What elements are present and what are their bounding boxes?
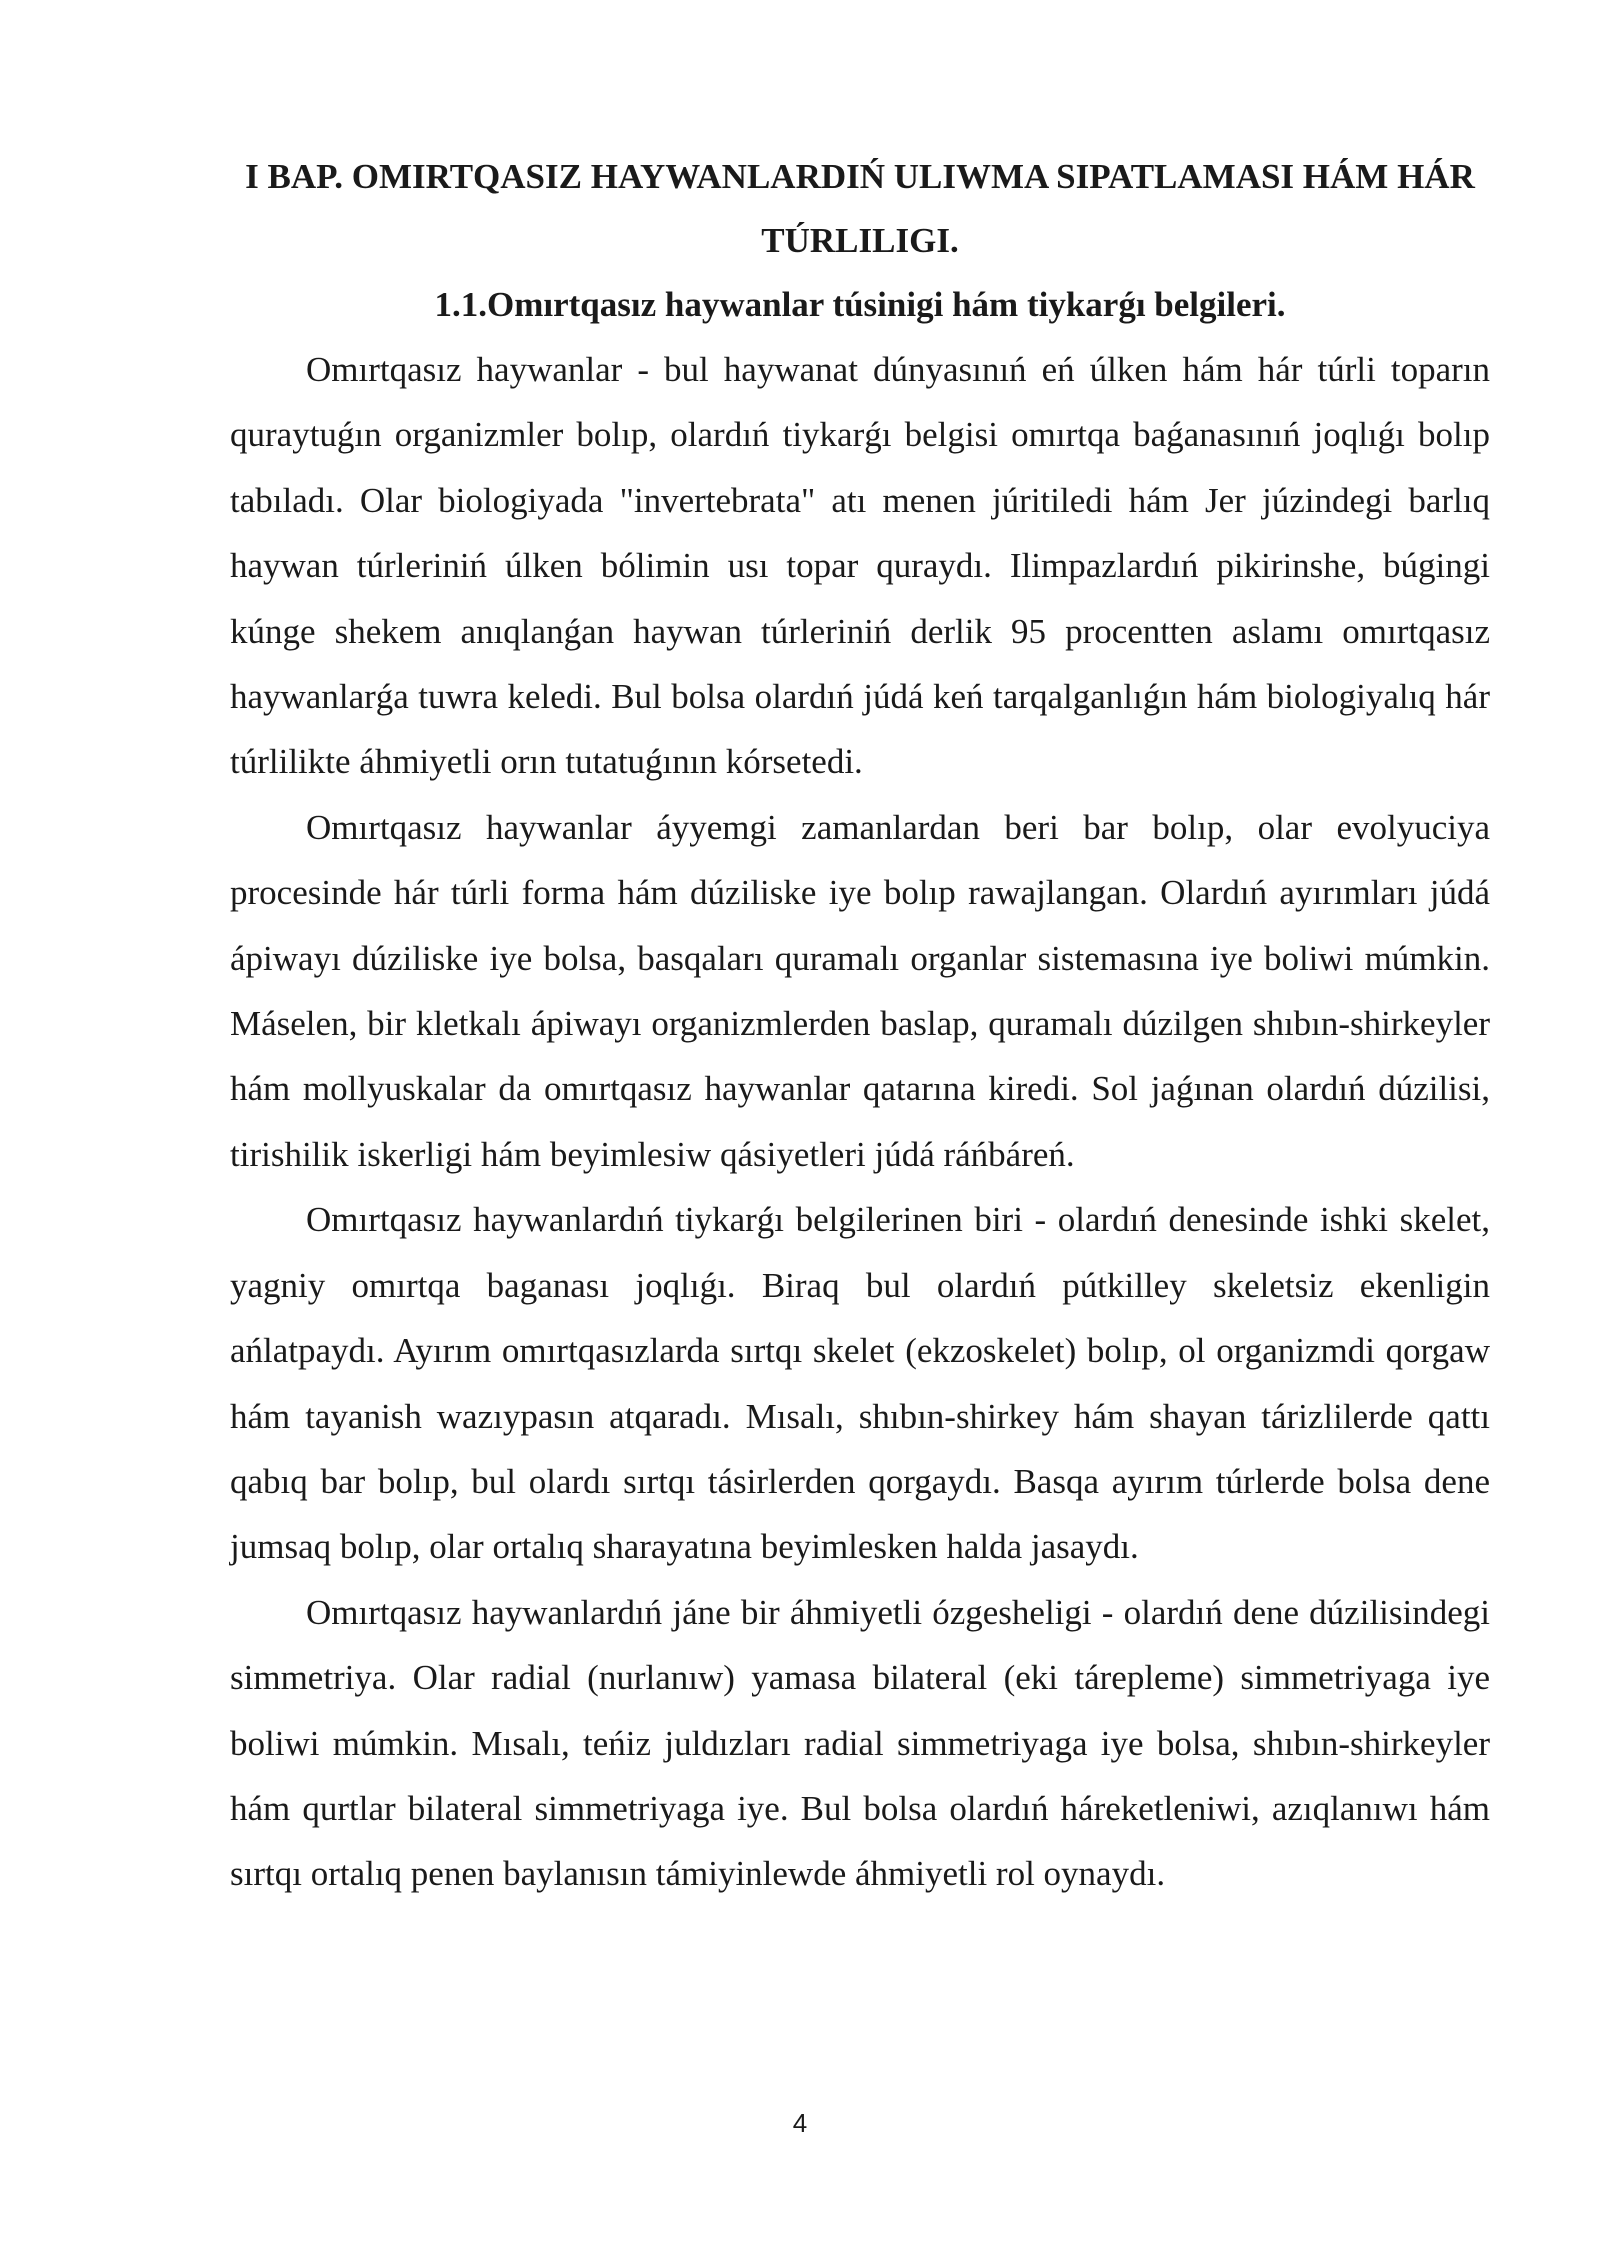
- paragraph-4: Omırtqasız haywanlardıń jáne bir áhmiyetli ózgesheligi - olardıń dene dúzilisindegi simmetriya. Olar radial (nurlanıw) yamasa bilateral (eki tárepleme) simmetriyaga iye boliwi múmkin. Mısalı, teńiz juldızları radial simmetriyaga iye bolsa, shıbın-shirkeyler hám qurtlar bilateral simmetriyaga iye. Bul bolsa olardıń háreketleniwi, azıqlanıwı hám sırtqı ortalıq penen baylanısın támiyinlewde áhmiyetli rol oynaydı.: [230, 1592, 1490, 1894]
- document-page: [230, 145, 1490, 1907]
- paragraph-3: Omırtqasız haywanlardıń tiykarǵı belgilerinen biri - olardıń denesinde ishki skelet, yagniy omırtqa baganası joqlıǵı. Biraq bul olardıń pútkilley skeletsiz ekenligin ańlatpaydı. Ayırım omırtqasızlarda sırtqı skelet (ekzoskelet) bolıp, ol organizmdi qorgaw hám tayanish wazıypasın atqaradı. Mısalı, shıbın-shirkey hám shayan tárizlilerde qattı qabıq bar bolıp, bul olardı sırtqı tásirlerden qorgaydı. Basqa ayırım túrlerde bolsa dene jumsaq bolıp, olar ortalıq sharayatına beyimlesken halda jasaydı.: [230, 1200, 1490, 1567]
- paragraph-2: Omırtqasız haywanlar áyyemgi zamanlardan beri bar bolıp, olar evolyuciya procesinde hár túrli forma hám dúziliske iye bolıp rawajlangan. Olardıń ayırımları júdá ápiwayı dúziliske iye bolsa, basqaları quramalı organlar sistemasına iye boliwi múmkin. Máselen, bir kletkalı ápiwayı organizmlerden baslap, quramalı dúzilgen shıbın-shirkeyler hám mollyuskalar da omırtqasız haywanlar qatarına kiredi. Sol jaǵınan olardıń dúzilisi, tirishilik iskerligi hám beyimlesiw qásiyetleri júdá ráńbáreń.: [230, 807, 1490, 1174]
- page-number: 4: [792, 2108, 808, 2138]
- section-title: 1.1.Omırtqasız haywanlar túsinigi hám tiykarǵı belgileri.: [434, 285, 1286, 324]
- paragraph-1: Omırtqasız haywanlar - bul haywanat dúnyasınıń eń úlken hám hár túrli toparın quraytuǵın organizmler bolıp, olardıń tiykarǵı belgisi omırtqa baǵanasınıń joqlıǵı bolıp tabıladı. Olar biologiyada "invertebrata" atı menen júritiledi hám Jer júzindegi barlıq haywan túrleriniń úlken bólimin usı topar quraydı. Ilimpazlardıń pikirinshe, búgingi kúnge shekem anıqlanǵan haywan túrleriniń derlik 95 procentten aslamı omırtqasız haywanlarǵa tuwra keledi. Bul bolsa olardıń júdá keń tarqalganlıǵın hám biologiyalıq hár túrlilikte áhmiyetli orın tutatuǵının kórsetedi.: [230, 350, 1490, 782]
- chapter-title: I BAP. OMIRTQASIZ HAYWANLARDIŃ ULIWMA SIPATLAMASI HÁM HÁR TÚRLILIGI.: [245, 157, 1475, 260]
